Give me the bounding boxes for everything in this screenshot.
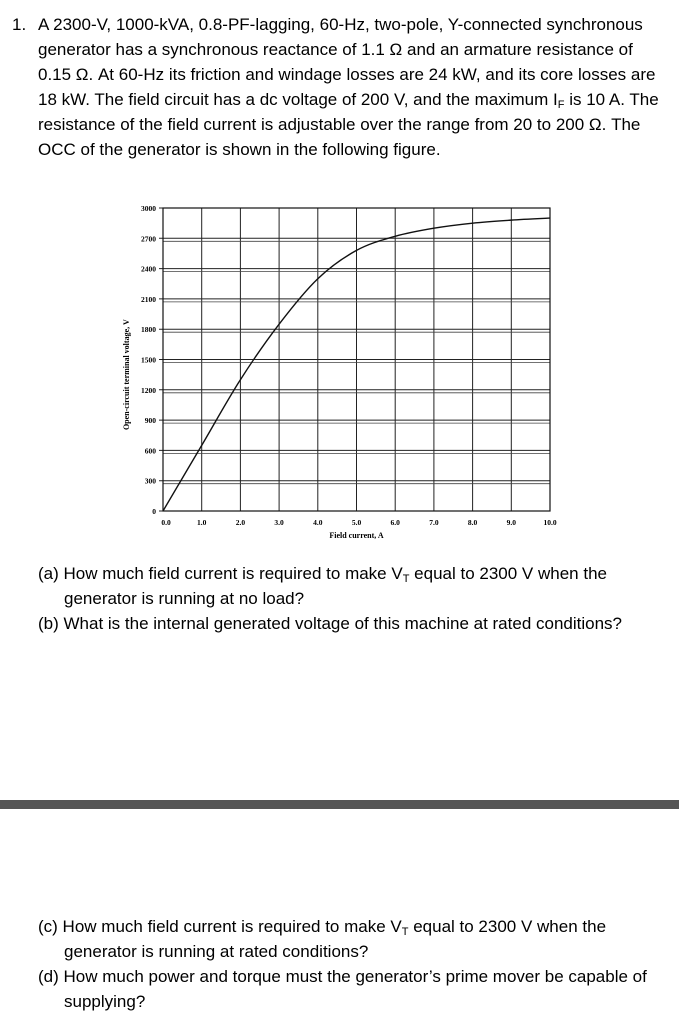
x-tick-label: 8.0 [467, 518, 478, 527]
x-tick-label: 6.0 [390, 518, 400, 527]
y-tick-label: 300 [144, 476, 156, 486]
y-tick-label: 600 [144, 446, 156, 456]
x-tick-label: 2.0 [235, 518, 246, 527]
y-axis-label: Open-circuit terminal voltage, V [122, 319, 131, 431]
x-tick-label: 3.0 [274, 518, 284, 527]
y-tick-label: 2400 [141, 264, 156, 274]
x-tick-label: 10.0 [543, 518, 557, 527]
y-tick-label: 900 [144, 416, 156, 426]
questions-part-2 [38, 914, 670, 1014]
x-tick-label: 4.0 [313, 518, 323, 527]
y-tick-label: 1800 [141, 325, 156, 335]
questions-part-1 [38, 561, 670, 636]
occ-chart-svg [115, 196, 575, 546]
x-tick-label: 1.0 [197, 518, 207, 527]
question-b: (b) What is the internal generated voltage of this machine at rated conditions? [38, 614, 623, 633]
y-tick-label: 0 [152, 507, 156, 516]
question-d: (d) How much power and torque must the generator’s prime mover be capable of supplying? [38, 967, 647, 1011]
occ-chart [115, 196, 575, 551]
question-c: (c) How much field current is required to make $V_T$ equal to 2300 V when the generator is running at rated conditions? [38, 917, 607, 961]
question-a: (a) How much field current is required to make $V_T$ equal to 2300 V when the generator is running at no load? [38, 564, 607, 608]
x-tick-label: 5.0 [351, 518, 362, 527]
section-divider [0, 800, 679, 809]
x-tick-label: 7.0 [429, 518, 439, 527]
y-tick-label: 1200 [141, 385, 156, 395]
y-tick-label: 2700 [141, 234, 156, 244]
y-tick-label: 2100 [141, 294, 156, 304]
x-tick-label: 9.0 [506, 518, 516, 527]
y-tick-label: 3000 [141, 204, 156, 213]
problem-statement: A 2300-V, 1000-kVA, 0.8-PF-lagging, 60-Hz, two-pole, Y-connected synchronous generator has a synchronous reactance of 1.1 Ω and an armature resistance of 0.15 Ω. At 60-Hz its friction and windage losses are 24 kW, and its core losses are 18 kW. The field circuit has a dc voltage of 200 V, and the maximum $I_F$ is 10 A. The resistance of the field current is adjustable over the range from 20 to 200 Ω. The OCC of the generator is shown in the following figure. [38, 15, 659, 159]
x-tick-label: 0.0 [161, 518, 171, 527]
problem-number: 1. [12, 15, 27, 34]
problem-1 [12, 12, 662, 162]
x-axis-label: Field current, A [329, 531, 384, 540]
y-tick-label: 1500 [141, 355, 156, 365]
